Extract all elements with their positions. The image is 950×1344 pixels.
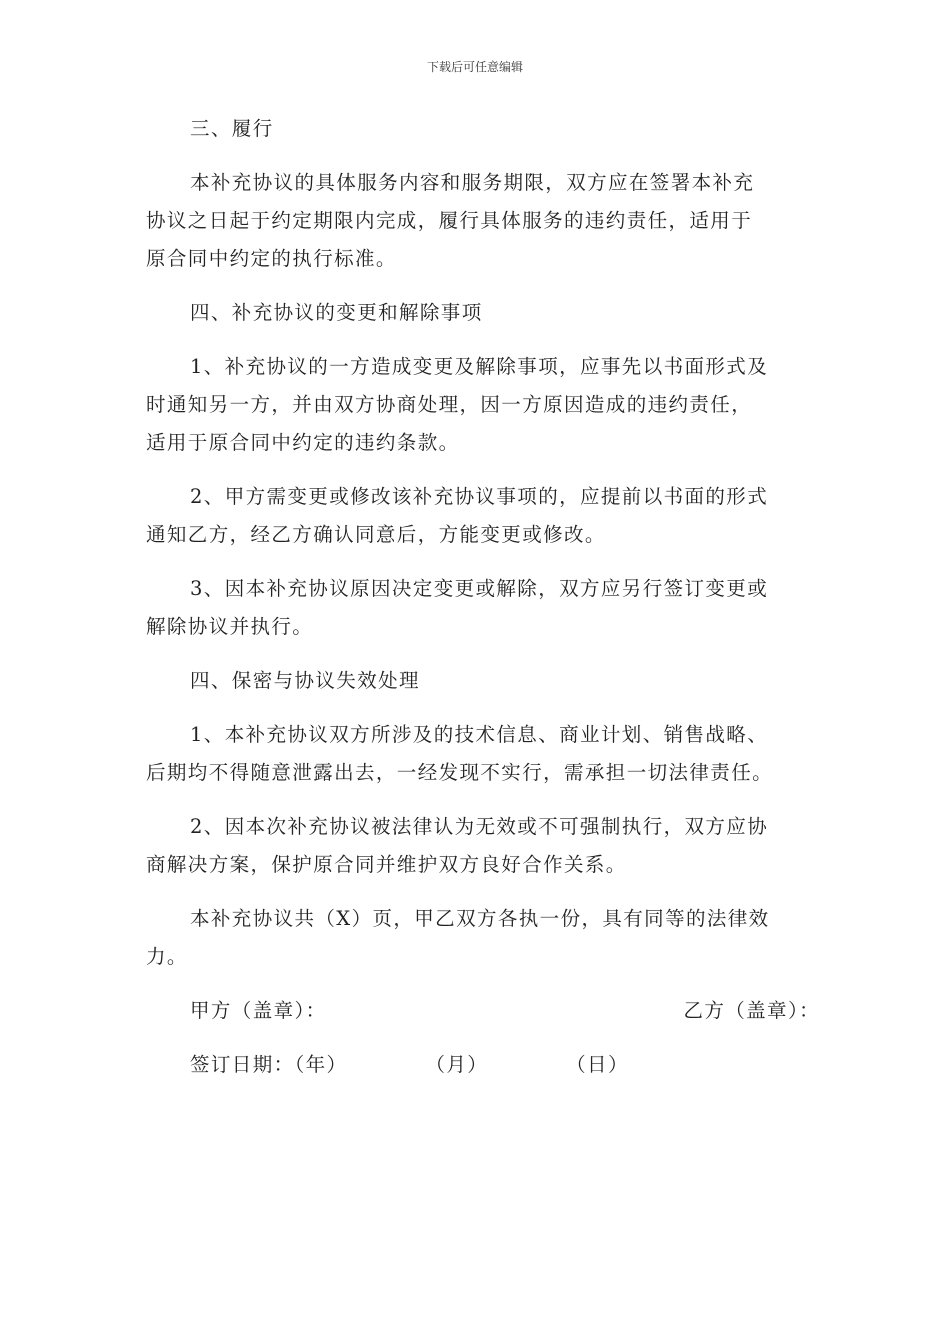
party-a-seal-label: 甲方（盖章）： <box>190 999 327 1022</box>
section-heading: 四、保密与协议失效处理 <box>190 669 420 692</box>
date-year-label: 签订日期：（年） <box>190 1053 348 1076</box>
signing-date-row <box>146 1046 806 1084</box>
paragraph-line: 适用于原合同中约定的违约条款。 <box>146 431 460 454</box>
paragraph-line: 3、因本补充协议原因决定变更或解除，双方应另行签订变更或 <box>190 577 769 600</box>
paragraph-line: 本补充协议共（X）页，甲乙双方各执一份，具有同等的法律效 <box>190 907 770 930</box>
section-5-item-1 <box>146 716 806 792</box>
section-4-item-2 <box>146 478 806 554</box>
section-heading: 四、补充协议的变更和解除事项 <box>190 301 483 324</box>
date-month-label: （月） <box>425 1053 489 1076</box>
paragraph-line: 商解决方案，保护原合同并维护双方良好合作关系。 <box>146 853 627 876</box>
paragraph-line: 通知乙方，经乙方确认同意后，方能变更或修改。 <box>146 523 606 546</box>
paragraph-line: 原合同中约定的执行标准。 <box>146 247 397 270</box>
page-header: 下载后可任意编辑 <box>426 60 523 74</box>
paragraph-line: 协议之日起于约定期限内完成，履行具体服务的违约责任，适用于 <box>146 209 753 232</box>
section-4-item-1 <box>146 348 806 462</box>
section-5 <box>146 662 806 700</box>
paragraph-line: 1、补充协议的一方造成变更及解除事项，应事先以书面形式及 <box>190 355 769 378</box>
paragraph-line: 后期均不得随意泄露出去，一经发现不实行，需承担一切法律责任。 <box>146 761 774 784</box>
paragraph-line: 力。 <box>146 945 188 968</box>
section-heading: 三、履行 <box>190 117 274 140</box>
section-3-paragraph <box>146 164 806 278</box>
party-b-seal-label: 乙方（盖章）： <box>683 999 820 1022</box>
paragraph-line: 2、因本次补充协议被法律认为无效或不可强制执行，双方应协 <box>190 815 769 838</box>
paragraph-line: 1、本补充协议双方所涉及的技术信息、商业计划、销售战略、 <box>190 723 769 746</box>
paragraph-line: 解除协议并执行。 <box>146 615 314 638</box>
section-4 <box>146 294 806 332</box>
date-day-label: （日） <box>566 1053 629 1076</box>
section-5-item-2 <box>146 808 806 884</box>
paragraph-line: 本补充协议的具体服务内容和服务期限，双方应在签署本补充 <box>190 171 755 194</box>
paragraph-line: 2、甲方需变更或修改该补充协议事项的，应提前以书面的形式 <box>190 485 769 508</box>
paragraph-line: 时通知另一方，并由双方协商处理，因一方原因造成的违约责任， <box>146 393 753 416</box>
section-4-item-3 <box>146 570 806 646</box>
section-3 <box>146 110 806 148</box>
closing-paragraph <box>146 900 806 976</box>
document-body <box>146 110 820 1084</box>
signature-row <box>146 992 820 1030</box>
